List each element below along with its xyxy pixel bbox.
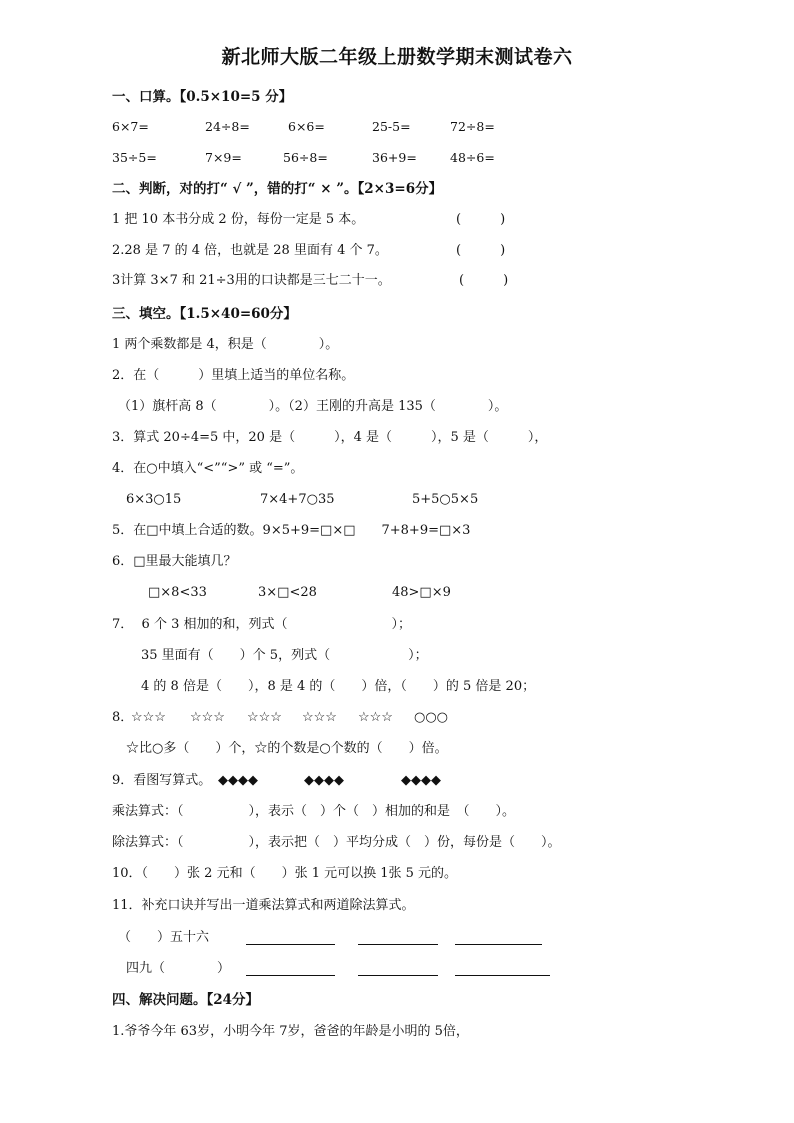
compare-item: 6×3○15 <box>126 492 182 507</box>
oral-calc-item: 7×9= <box>205 150 242 165</box>
compare-item: 7×4+7○35 <box>260 492 335 507</box>
fill-question: 2．在（ ）里填上适当的单位名称。 <box>112 368 355 383</box>
question-number: 8． <box>112 710 134 725</box>
star-group: ☆☆☆ <box>247 710 282 725</box>
fill-question: 4 的 8 倍是（ ），8 是 4 的（ ）倍，（ ）的 5 倍是 20； <box>141 679 536 694</box>
judge-item: 1 把 10 本书分成 2 份，每份一定是 5 本。 <box>112 212 365 227</box>
diamond-group: ◆◆◆◆ <box>401 773 441 788</box>
word-problem: 1.爷爷今年 63岁，小明今年 7岁，爸爸的年龄是小明的 5倍， <box>112 1024 469 1039</box>
fill-question: 35 里面有（ ）个 5，列式（ ）； <box>141 648 428 663</box>
section-3-heading: 三、填空。【1.5×40=60分】 <box>112 306 297 322</box>
judge-answer-paren: ( ) <box>456 212 506 227</box>
answer-line <box>358 944 438 945</box>
fill-question: 9．看图写算式。 <box>112 773 212 788</box>
judge-answer-paren: ( ) <box>456 243 506 258</box>
fill-question: 乘法算式：（ ），表示（ ）个（ ）相加的和是 （ ）。 <box>112 804 516 819</box>
fill-question: 7． 6 个 3 相加的和，列式（ ）； <box>112 617 411 632</box>
fill-question: 4．在○中填入“<”“>” 或 “=”。 <box>112 461 304 476</box>
diamond-group: ◆◆◆◆ <box>304 773 344 788</box>
answer-line <box>358 975 438 976</box>
oral-calc-item: 48÷6= <box>450 150 495 165</box>
fill-question: 除法算式：（ ），表示把（ ）平均分成（ ）份，每份是（ ）。 <box>112 835 561 850</box>
answer-line <box>455 975 550 976</box>
section-1-heading: 一、口算。【0.5×10=5 分】 <box>112 89 293 105</box>
diamond-group: ◆◆◆◆ <box>218 773 258 788</box>
fill-question: 3．算式 20÷4=5 中，20 是（ ），4 是（ ），5 是（ ）， <box>112 430 548 445</box>
fill-question: （1）旗杆高 8（ ）。（2）王刚的升高是 135（ ）。 <box>118 399 508 414</box>
max-digit-item: 3×□<28 <box>258 585 317 600</box>
oral-calc-item: 35÷5= <box>112 150 157 165</box>
answer-line <box>246 975 335 976</box>
oral-calc-item: 24÷8= <box>205 119 250 134</box>
star-group: ☆☆☆ <box>131 710 166 725</box>
oral-calc-item: 25-5= <box>372 119 411 134</box>
judge-item: 3计算 3×7 和 21÷3用的口诀都是三七二十一。 <box>112 273 391 288</box>
fill-question: 11．补充口诀并写出一道乘法算式和两道除法算式。 <box>112 898 415 913</box>
oral-calc-item: 72÷8= <box>450 119 495 134</box>
page-title: 新北师大版二年级上册数学期末测试卷六 <box>221 46 573 68</box>
star-group: ☆☆☆ <box>190 710 225 725</box>
section-4-heading: 四、解决问题。【24分】 <box>112 992 260 1008</box>
fill-question: ☆比○多（ ）个，☆的个数是○个数的（ ）倍。 <box>126 741 448 756</box>
answer-line <box>455 944 542 945</box>
star-group: ☆☆☆ <box>358 710 393 725</box>
oral-calc-item: 36+9= <box>372 150 417 165</box>
mnemonic-item: （ ）五十六 <box>118 930 210 945</box>
max-digit-item: □×8<33 <box>148 585 207 600</box>
section-2-heading: 二、判断，对的打“ √ ”，错的打“ × ”。【2×3=6分】 <box>112 181 443 197</box>
answer-line <box>246 944 335 945</box>
oral-calc-item: 56÷8= <box>283 150 328 165</box>
compare-item: 5+5○5×5 <box>412 492 479 507</box>
circle-group: ○○○ <box>414 710 449 725</box>
fill-question: 10．（ ）张 2 元和（ ）张 1 元可以换 1张 5 元的。 <box>112 866 458 881</box>
judge-answer-paren: ( ) <box>459 273 509 288</box>
oral-calc-item: 6×7= <box>112 119 149 134</box>
oral-calc-item: 6×6= <box>288 119 325 134</box>
star-group: ☆☆☆ <box>302 710 337 725</box>
fill-question: 6．□里最大能填几？ <box>112 554 237 569</box>
fill-question: 5．在□中填上合适的数。9×5+9=□×□ 7+8+9=□×3 <box>112 523 471 538</box>
mnemonic-item: 四九（ ） <box>126 961 231 976</box>
max-digit-item: 48>□×9 <box>392 585 451 600</box>
fill-question: 1 两个乘数都是 4，积是（ ）。 <box>112 337 339 352</box>
judge-item: 2.28 是 7 的 4 倍，也就是 28 里面有 4 个 7。 <box>112 243 388 258</box>
